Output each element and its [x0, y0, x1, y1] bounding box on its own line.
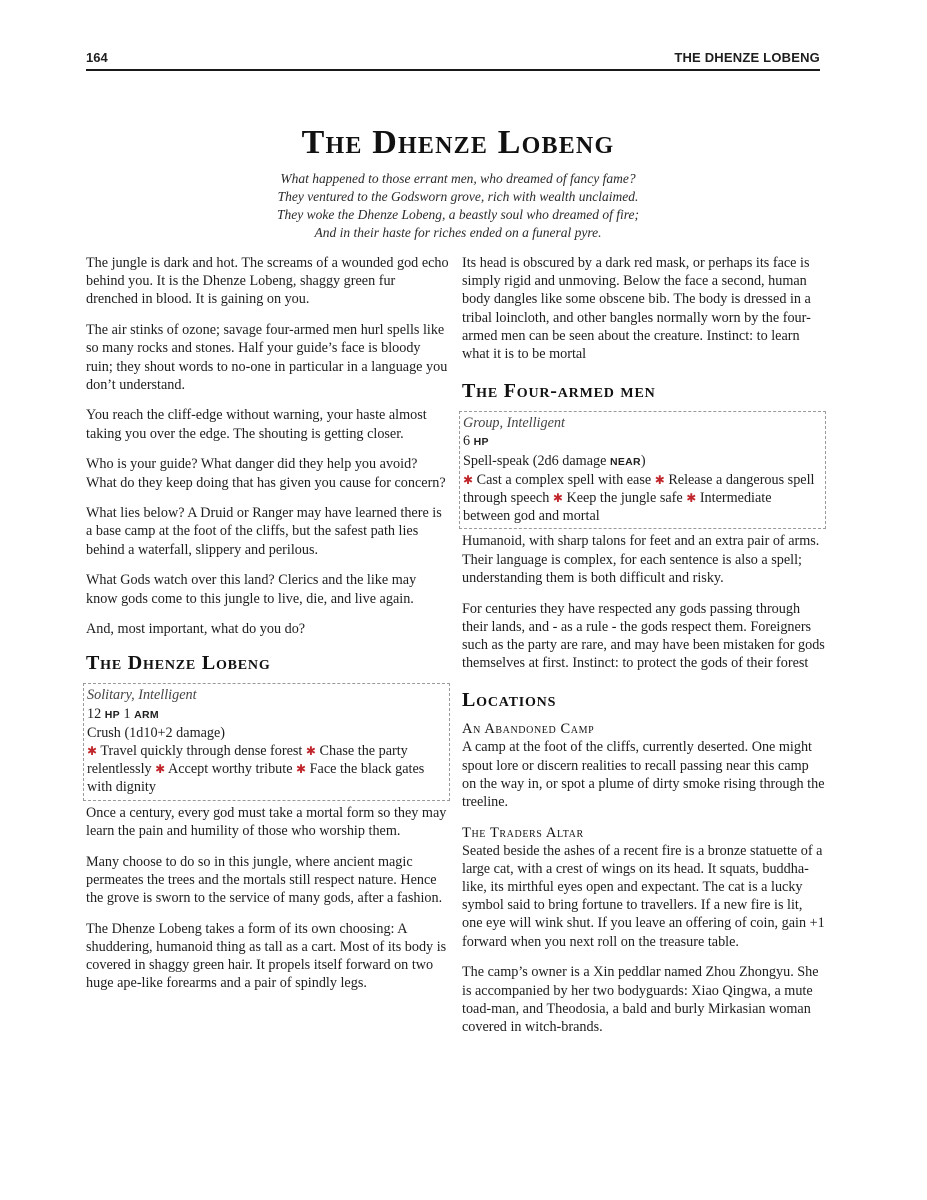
hp-value: 6 — [463, 433, 471, 450]
monster-stats — [87, 705, 446, 724]
body-paragraph: Many choose to do so in this jungle, where ancient magic permeates the trees and the mortals still respect nature. Hence the grove is sworn to the service of many gods, after a fashion. — [86, 853, 443, 906]
star-bullet-icon: ✱ — [155, 762, 166, 777]
body-paragraph: And, most important, what do you do? — [86, 621, 306, 638]
trait: Release a dangerous spell through speech — [463, 471, 815, 507]
star-bullet-icon: ✱ — [463, 472, 474, 487]
star-bullet-icon: ✱ — [87, 744, 98, 759]
range-tag: NEAR — [609, 455, 641, 468]
hp-value: 12 — [87, 705, 102, 722]
body-paragraph: The jungle is dark and hot. The screams of a wounded god echo behind you. It is the Dhenze Lobeng, shaggy green fur drenched in blood. It is gaining on you. — [86, 255, 449, 308]
monster-tags: Solitary, Intelligent — [87, 687, 197, 704]
left-column — [86, 254, 450, 1005]
monster-stats — [463, 432, 822, 451]
star-bullet-icon: ✱ — [552, 491, 563, 506]
body-paragraph: Who is your guide? What danger did they help you avoid? What do they keep doing that has given you cause for concern? — [86, 456, 446, 491]
right-column — [462, 254, 826, 1049]
monster-tags: Group, Intelligent — [463, 415, 565, 432]
star-bullet-icon: ✱ — [654, 472, 665, 487]
epigraph-verse — [86, 170, 830, 242]
monster-attack — [463, 452, 822, 471]
trait: Chase the party relentlessly — [87, 743, 408, 778]
location-paragraph: Seated beside the ashes of a recent fire is a bronze statuette of a large cat, with a crest of wings on its head. It squats, buddha-like, its mirthful eyes open and expectant. The cat is a lucky symbol said to bring fortune to travellers. If a new fire is lit, one eye will wink shut. If you leave an offering of coin, gain +1 forward when you next roll on the treasure table. — [462, 842, 825, 950]
body-paragraph: The air stinks of ozone; savage four-armed men hurl spells like so many rocks and stones. Half your guide’s face is bloody ruin; they shout words to no-one in particular in a language you don’t understand. — [86, 322, 448, 393]
statblock-four-armed-men — [459, 411, 826, 529]
armor-value: 1 — [123, 705, 131, 722]
trait: Face the black gates with dignity — [87, 761, 425, 796]
verse-line: They ventured to the Godsworn grove, rich with wealth unclaimed. — [277, 189, 639, 204]
location-paragraph: A camp at the foot of the cliffs, currently deserted. One might spout lore or discern realities to recall passing near this camp on the way in, or spot a plume of dirty smoke rising through the treeline. — [462, 739, 825, 810]
body-paragraph: Once a century, every god must take a mortal form so they may learn the pain and humility of those who worship them. — [86, 804, 447, 839]
header-rule — [86, 69, 820, 71]
page-number: 164 — [86, 50, 108, 65]
monster-traits — [463, 471, 822, 526]
trait: Accept worthy tribute — [168, 761, 293, 778]
trait: Intermediate between god and mortal — [463, 490, 772, 525]
trait: Cast a complex spell with ease — [476, 471, 652, 488]
verse-line: What happened to those errant men, who dreamed of fancy fame? — [280, 171, 636, 186]
page-title: The Dhenze Lobeng — [301, 124, 615, 161]
location-name: The Traders Altar — [462, 824, 584, 841]
star-bullet-icon: ✱ — [296, 762, 307, 777]
body-paragraph: Its head is obscured by a dark red mask, or perhaps its face is simply rigid and unmoving. Below the face a second, human body dangles like some obscene bib. The body is dressed in a tribal loincloth, and other bangles normally worn by the four-armed men can be seen about the creature. Instinct: to learn what it is to be mortal — [462, 255, 811, 363]
hp-label: HP — [473, 436, 489, 449]
body-paragraph: The Dhenze Lobeng takes a form of its own choosing: A shuddering, humanoid thing as tall as a cart. Most of its body is covered in shaggy green hair. It propels itself forward on two huge ape-like forearms and a pair of spindly legs. — [86, 920, 447, 992]
trait: Travel quickly through dense forest — [100, 743, 303, 760]
location-paragraph: The camp’s owner is a Xin peddlar named Zhou Zhongyu. She is accompanied by her two bodyguards: Xiao Qingwa, a mute toad-man, and Theodosia, a bald and burly Mirkasian woman covered in witch-brands. — [462, 964, 819, 1035]
body-paragraph: What lies below? A Druid or Ranger may have learned there is a base camp at the foot of the cliffs, but the safest path lies behind a waterfall, slippery and perilous. — [86, 505, 442, 558]
attack-close: ) — [640, 452, 646, 469]
body-paragraph: For centuries they have respected any gods passing through their lands, and - as a rule - the gods respect them. Foreigners such as the party are rare, and may have been mistaken for gods themselves at first. Instinct: to protect the gods of their forest — [462, 600, 825, 672]
body-paragraph: Humanoid, with sharp talons for feet and an extra pair of arms. Their language is complex, for each sentence is also a spell; understanding them is both difficult and risky. — [462, 533, 820, 586]
monster-heading-four-armed-men: The Four-armed men — [462, 380, 656, 403]
verse-line: They woke the Dhenze Lobeng, a beastly soul who dreamed of fire; — [277, 207, 639, 222]
attack-text: Spell-speak (2d6 damage — [463, 452, 607, 469]
page-header — [86, 48, 820, 70]
star-bullet-icon: ✱ — [305, 744, 316, 759]
body-paragraph: You reach the cliff-edge without warning, your haste almost taking you over the edge. The shouting is getting closer. — [86, 407, 427, 442]
monster-traits — [87, 742, 446, 797]
statblock-dhenze-lobeng — [83, 683, 450, 800]
star-bullet-icon: ✱ — [686, 491, 697, 506]
trait: Keep the jungle safe — [566, 490, 683, 507]
locations-heading: Locations — [462, 689, 557, 712]
verse-line: And in their haste for riches ended on a funeral pyre. — [314, 225, 602, 240]
running-title: THE DHENZE LOBENG — [674, 50, 820, 65]
body-paragraph: What Gods watch over this land? Clerics and the like may know gods come to this jungle to live, die, and live again. — [86, 572, 417, 607]
location-name: An Abandoned Camp — [462, 721, 595, 738]
monster-attack: Crush (1d10+2 damage) — [87, 724, 226, 741]
armor-label: ARM — [134, 708, 159, 721]
hp-label: HP — [104, 708, 120, 721]
monster-heading-dhenze-lobeng: The Dhenze Lobeng — [86, 652, 271, 675]
